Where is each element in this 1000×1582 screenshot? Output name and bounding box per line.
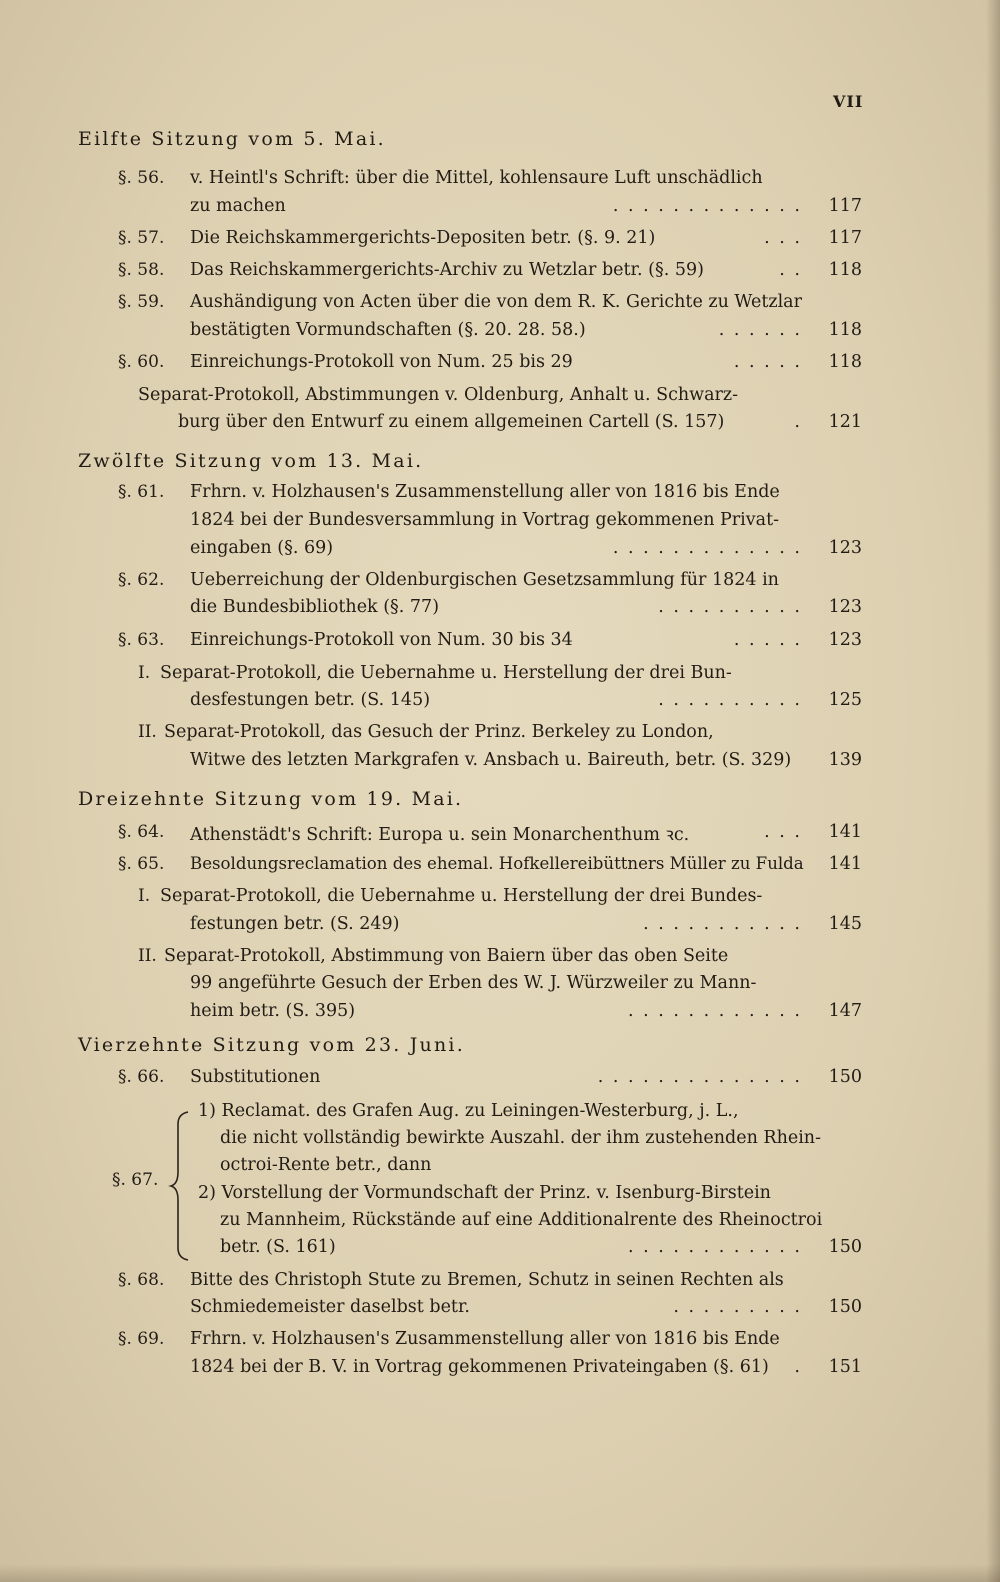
entry-label: §. 59. [118,292,165,312]
entry-label: §. 60. [118,352,165,372]
entry-text: 1824 bei der Bundesversammlung in Vortrag gekommenen Privat- [190,510,780,530]
page-ref: 139 [828,750,862,770]
leader-dots: . . . . . [733,352,802,372]
section-heading: Zwölfte Sitzung vom 13. Mai. [78,450,424,472]
entry-label: I. [138,886,151,906]
entry-text: desfestungen betr. (S. 145) [190,690,431,710]
entry-text: Das Reichskammergerichts-Archiv zu Wetzlar betr. (§. 59) [190,260,704,280]
page-ref: 150 [828,1237,862,1257]
page-ref: 121 [828,412,862,432]
entry-label: II. [138,946,157,966]
entry-text: bestätigten Vormundschaften (§. 20. 28. 58.) [190,320,586,340]
entry-label: §. 61. [118,482,165,502]
page-ref: 123 [828,630,862,650]
entry-text: festungen betr. (S. 249) [190,914,400,934]
page-ref: 147 [828,1001,862,1021]
entry-text: Bitte des Christoph Stute zu Bremen, Schutz in seinen Rechten als [190,1270,784,1290]
entry-text: octroi-Rente betr., dann [220,1155,432,1175]
entry-text: Die Reichskammergerichts-Depositen betr. (§. 9. 21) [190,228,656,248]
entry-text: Ueberreichung der Oldenburgischen Gesetzsammlung für 1824 in [190,570,779,590]
leader-dots: . . . . . . [718,320,802,340]
page-ref: 118 [828,352,862,372]
entry-label: §. 64. [118,822,165,842]
leader-dots: . . . . . . . . . . . [643,914,802,934]
entry-text: zu Mannheim, Rückstände auf eine Additionalrente des Rheinoctroi [220,1210,823,1230]
entry-label: §. 56. [118,168,165,188]
entry-text: Separat-Protokoll, die Uebernahme u. Herstellung der drei Bun- [160,663,732,683]
leader-dots: . . . . . [733,630,802,650]
entry-text: Frhrn. v. Holzhausen's Zusammenstellung aller von 1816 bis Ende [190,1329,780,1349]
page-ref: 151 [828,1357,862,1377]
entry-text: eingaben (§. 69) [190,538,334,558]
leader-dots: . . . . . . . . . . . . [628,1001,802,1021]
entry-text: betr. (S. 161) [220,1237,336,1257]
section-heading: Dreizehnte Sitzung vom 19. Mai. [78,788,464,810]
section-heading: Eilfte Sitzung vom 5. Mai. [78,128,386,150]
entry-label: §. 57. [118,228,165,248]
entry-text: Substitutionen [190,1067,321,1087]
page-ref: 145 [828,914,862,934]
entry-text: Separat-Protokoll, die Uebernahme u. Herstellung der drei Bundes- [160,886,763,906]
entry-text: Frhrn. v. Holzhausen's Zusammenstellung aller von 1816 bis Ende [190,482,780,502]
entry-text: Separat-Protokoll, Abstimmungen v. Oldenburg, Anhalt u. Schwarz- [138,385,739,405]
page-ref: 150 [828,1067,862,1087]
page-ref: 118 [828,260,862,280]
entry-label: §. 65. [118,854,165,874]
entry-label: §. 58. [118,260,165,280]
entry-text: 2) Vorstellung der Vormundschaft der Prinz. v. Isenburg-Birstein [198,1183,771,1203]
page-ref: 123 [828,538,862,558]
entry-text: 1824 bei der B. V. in Vortrag gekommenen Privateingaben (§. 61) [190,1357,769,1377]
entry-text: die nicht vollständig bewirkte Auszahl. der ihm zustehenden Rhein- [220,1128,821,1148]
brace-icon [168,1110,194,1262]
leader-dots: . . . . . . . . . . . . . [612,538,802,558]
entry-label: §. 68. [118,1270,165,1290]
leader-dots: . . . . . . . . . . [658,597,802,617]
page-ref: 150 [828,1297,862,1317]
entry-text: zu machen [190,196,286,216]
entry-text: Schmiedemeister daselbst betr. [190,1297,470,1317]
entry-text: Witwe des letzten Markgrafen v. Ansbach u. Baireuth, betr. (S. 329) [190,750,792,770]
entry-label: §. 66. [118,1067,165,1087]
page-ref: 125 [828,690,862,710]
section-heading: Vierzehnte Sitzung vom 23. Juni. [78,1034,465,1056]
entry-text: Separat-Protokoll, Abstimmung von Baiern über das oben Seite [164,946,729,966]
page-ref: 118 [828,320,862,340]
leader-dots: . . . . . . . . . . . . . . [597,1067,802,1087]
entry-text: 99 angeführte Gesuch der Erben des W. J. Würzweiler zu Mann- [190,973,757,993]
leader-dots: . . . [764,228,802,248]
entry-text: Einreichungs-Protokoll von Num. 30 bis 34 [190,630,573,650]
entry-label: §. 62. [118,570,165,590]
leader-dots: . . [779,260,802,280]
entry-text: burg über den Entwurf zu einem allgemeinen Cartell (S. 157) [178,412,725,432]
entry-label: §. 63. [118,630,165,650]
page-ref: 117 [828,196,862,216]
page-ref: 141 [828,822,862,842]
entry-text: Besoldungsreclamation des ehemal. Hofkellereibüttners Müller zu Fulda [190,854,804,873]
entry-text: 1) Reclamat. des Grafen Aug. zu Leiningen-Westerburg, j. L., [198,1101,739,1121]
leader-dots: . [794,412,802,432]
entry-text: Athenstädt's Schrift: Europa u. sein Monarchenthum ꝛc. [190,825,690,845]
entry-label: §. 69. [118,1329,165,1349]
leader-dots: . . . . . . . . . . [658,690,802,710]
page-number: VII [833,92,864,111]
entry-label: II. [138,722,157,742]
leader-dots: . . . . . . . . . . . . [628,1237,802,1257]
entry-label: §. 67. [112,1170,159,1190]
page-ref: 117 [828,228,862,248]
entry-text: Einreichungs-Protokoll von Num. 25 bis 29 [190,352,573,372]
entry-text: Separat-Protokoll, das Gesuch der Prinz. Berkeley zu London, [164,722,714,742]
leader-dots: . . . . . . . . . [673,1297,802,1317]
entry-text: die Bundesbibliothek (§. 77) [190,597,440,617]
leader-dots: . [794,1357,802,1377]
page-ref: 123 [828,597,862,617]
leader-dots: . . . [764,822,802,842]
leader-dots: . . . . . . . . . . . . . [612,196,802,216]
page-ref: 141 [828,854,862,874]
entry-text: v. Heintl's Schrift: über die Mittel, kohlensaure Luft unschädlich [190,168,763,188]
entry-text: heim betr. (S. 395) [190,1001,356,1021]
entry-label: I. [138,663,151,683]
entry-text: Aushändigung von Acten über die von dem R. K. Gerichte zu Wetzlar [190,292,802,312]
